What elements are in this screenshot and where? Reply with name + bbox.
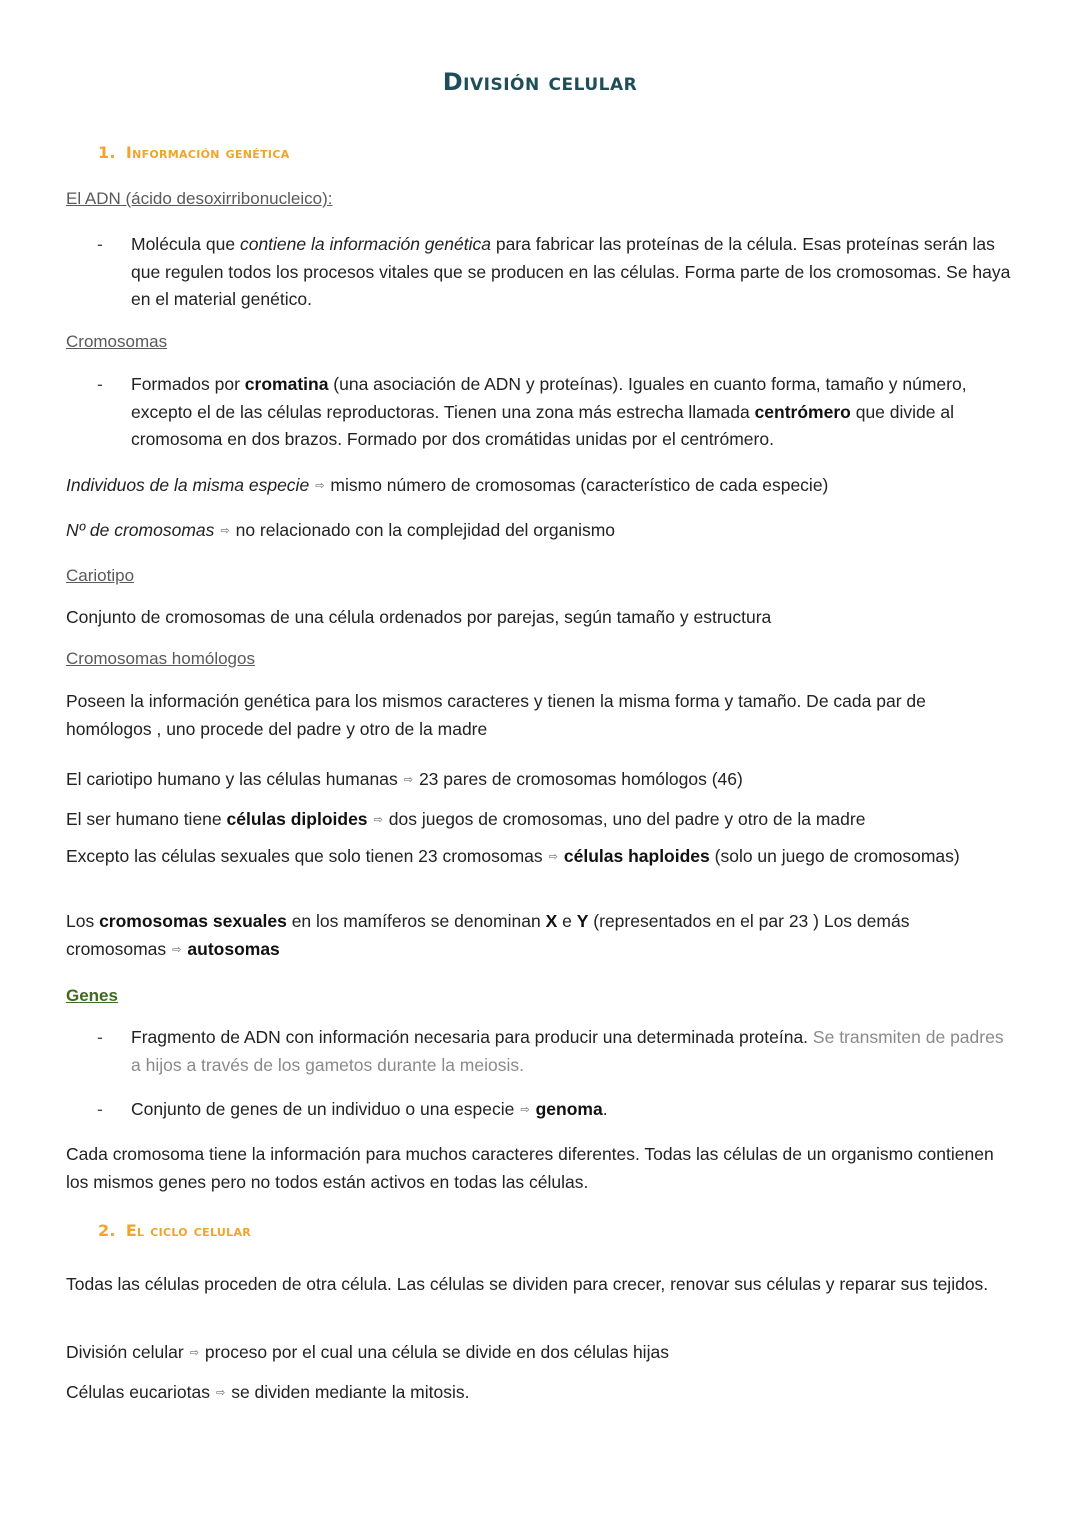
adn-bullet-text: Molécula que contiene la información genética para fabricar las proteínas de la célula. Esas proteínas serán las que regulen todos los procesos vitales que se producen en las células. Forma parte de los cromosomas. Se haya en el material genético.	[131, 234, 1011, 309]
subheading-homologos: Cromosomas homólogos	[66, 649, 255, 668]
bullet-dash: -	[97, 234, 103, 254]
section-number: 1.	[98, 143, 116, 162]
arrow-icon: ⇨	[315, 480, 325, 492]
line-especie: Individuos de la misma especie ⇨ mismo número de cromosomas (característico de cada especie)	[66, 475, 829, 495]
genes-bullet-2: Conjunto de genes de un individuo o una especie ⇨ genoma.	[131, 1099, 608, 1119]
arrow-icon: ⇨	[403, 774, 413, 786]
ciclo-intro-text: Todas las células proceden de otra célula. Las células se dividen para crecer, renovar sus células y reparar sus tejidos.	[66, 1274, 989, 1294]
section-label: El ciclo celular	[125, 1221, 252, 1240]
arrow-icon: ⇨	[548, 851, 558, 863]
bullet-dash: -	[97, 1027, 103, 1047]
line-celulas-eucariotas: Células eucariotas ⇨ se dividen mediante la mitosis.	[66, 1382, 470, 1402]
arrow-icon: ⇨	[172, 943, 182, 956]
subheading-genes: Genes	[66, 986, 118, 1005]
subheading-cromosomas: Cromosomas	[66, 332, 168, 351]
homologos-text: Poseen la información genética para los mismos caracteres y tienen la misma forma y tamaño. De cada par de homólogos , uno procede del padre y otro de la madre	[66, 691, 926, 739]
arrow-icon: ⇨	[215, 1387, 226, 1399]
subheading-cariotipo: Cariotipo	[66, 566, 135, 585]
cariotipo-text: Conjunto de cromosomas de una célula ordenados por parejas, según tamaño y estructura	[66, 607, 772, 627]
section-heading-2	[98, 1221, 251, 1240]
line-division-celular: División celular ⇨ proceso por el cual una célula se divide en dos células hijas	[66, 1342, 669, 1362]
section-label: Información genética	[125, 143, 290, 162]
genes-summary-text: Cada cromosoma tiene la información para muchos caracteres diferentes. Todas las células de un organismo contienen los mismos genes pero no todos están activos en todas las células.	[66, 1144, 994, 1192]
line-haploides: Excepto las células sexuales que solo tienen 23 cromosomas ⇨ células haploides (solo un juego de cromosomas)	[66, 846, 960, 866]
arrow-icon: ⇨	[189, 1347, 199, 1359]
arrow-icon: ⇨	[520, 1104, 530, 1116]
arrow-icon: ⇨	[373, 814, 383, 826]
genes-bullet-1: Fragmento de ADN con información necesaria para producir una determinada proteína. Se transmiten de padres a hijos a través de los gametos durante la meiosis.	[131, 1027, 1004, 1075]
line-cariotipo-humano: El cariotipo humano y las células humanas ⇨ 23 pares de cromosomas homólogos (46)	[66, 769, 743, 789]
page-title: División celular	[442, 68, 638, 96]
line-cromosomas-sexuales: Los cromosomas sexuales en los mamíferos se denominan X e Y (representados en el par 23 ) Los demás cromosomas ⇨ autosomas	[66, 911, 910, 959]
subheading-adn: El ADN (ácido desoxirribonucleico):	[66, 189, 333, 208]
section-heading-1	[98, 143, 290, 162]
arrow-icon: ⇨	[220, 525, 230, 537]
bullet-dash: -	[97, 374, 103, 394]
cromosomas-bullet-text: Formados por cromatina (una asociación de ADN y proteínas). Iguales en cuanto forma, tamaño y número, excepto el de las células reproductoras. Tienen una zona más estrecha llamada centrómero que divide al cromosoma en dos brazos. Formado por dos cromátidas unidas por el centrómero.	[131, 374, 967, 449]
section-number: 2.	[98, 1221, 116, 1240]
line-numero-cromosomas: Nº de cromosomas ⇨ no relacionado con la complejidad del organismo	[66, 520, 616, 540]
line-diploides: El ser humano tiene células diploides ⇨ dos juegos de cromosomas, uno del padre y otro de la madre	[66, 809, 866, 829]
bullet-dash: -	[97, 1099, 103, 1119]
